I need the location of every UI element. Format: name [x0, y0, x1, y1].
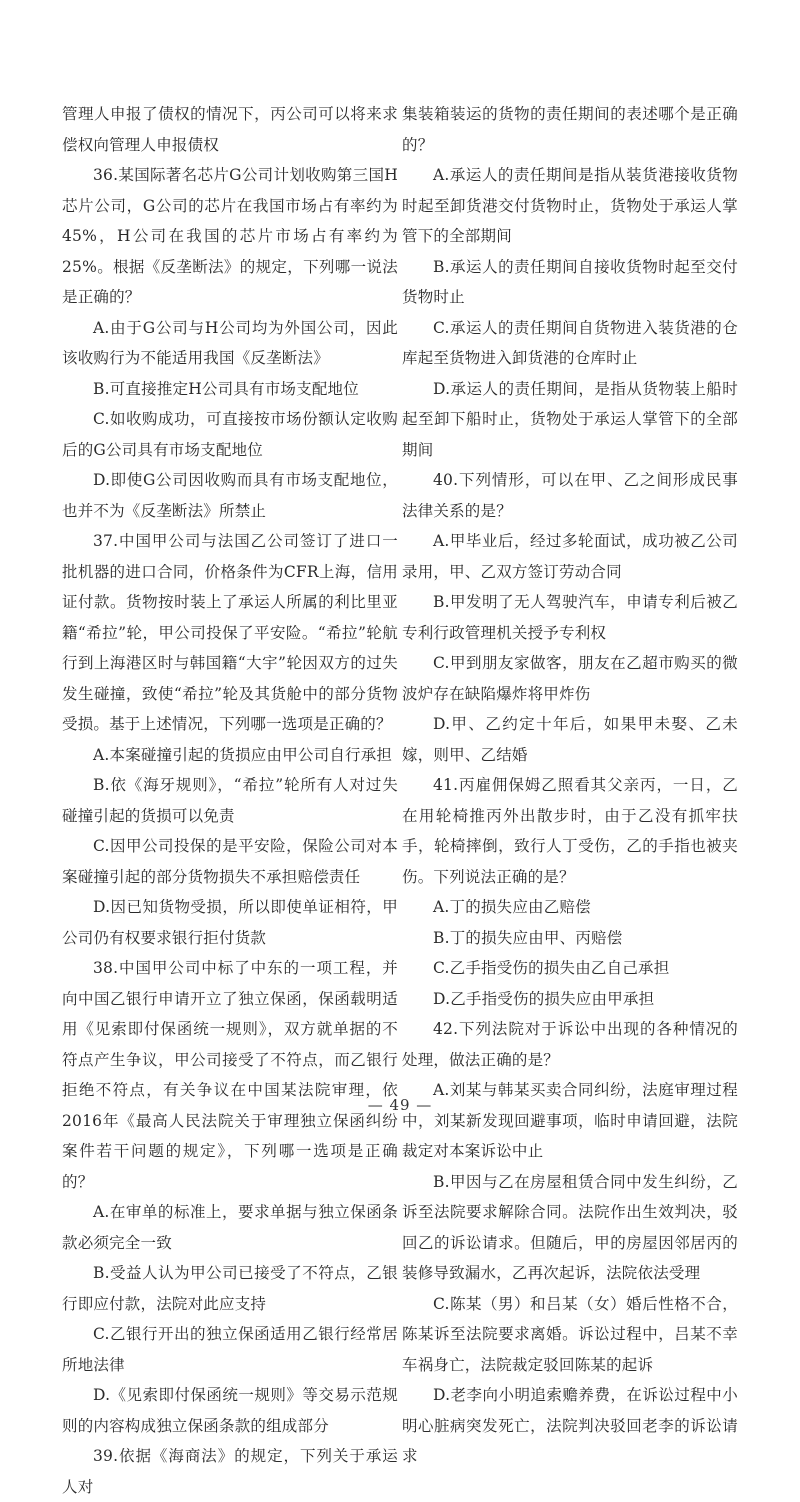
answer-option: D.承运人的责任期间，是指从货物装上船时起至卸下船时止，货物处于承运人掌管下的全部期间	[402, 379, 738, 459]
answer-option: B.受益人认为甲公司已接受了不符点，乙银行即应付款，法院对此应支持	[62, 1264, 398, 1313]
answer-option: A.刘某与韩某买卖合同纠纷，法庭审理过程中，刘某新发现回避事项，临时申请回避，法院裁定对本案诉讼中止	[402, 1081, 738, 1160]
answer-option: C.乙银行开出的独立保函适用乙银行经常居所地法律	[62, 1325, 398, 1374]
answer-option: D.即使G公司因收购而具有市场支配地位，也并不为《反垄断法》所禁止	[62, 471, 398, 520]
question-stem: 40.下列情形，可以在甲、乙之间形成民事法律关系的是？	[402, 471, 738, 520]
answer-option: B.依《海牙规则》，“希拉”轮所有人对过失碰撞引起的货损可以免责	[62, 776, 398, 825]
answer-option: A.本案碰撞引起的货损应由甲公司自行承担	[93, 745, 393, 764]
answer-option: A.丁的损失应由乙赔偿	[433, 898, 591, 916]
question-stem: 41.丙雇佣保姆乙照看其父亲丙，一日，乙在用轮椅推丙外出散步时，由于乙没有抓牢扶手，轮椅摔倒，致行人丁受伤，乙的手指也被夹伤。下列说法正确的是？	[402, 776, 738, 886]
answer-option: D.《见索即付保函统一规则》等交易示范规则的内容构成独立保函条款的组成部分	[62, 1386, 398, 1435]
answer-option: C.乙手指受伤的损失由乙自己承担	[433, 959, 670, 977]
answer-option: C.甲到朋友家做客，朋友在乙超市购买的微波炉存在缺陷爆炸将甲炸伤	[402, 654, 738, 703]
left-column	[62, 99, 398, 1502]
answer-option: B.甲因与乙在房屋租赁合同中发生纠纷，乙诉至法院要求解除合同。法院作出生效判决，驳回乙的诉讼请求。但随后，甲的房屋因邻居丙的装修导致漏水，乙再次起诉，法院依法受理	[402, 1172, 738, 1282]
question-stem: 42.下列法院对于诉讼中出现的各种情况的处理，做法正确的是？	[402, 1020, 738, 1069]
answer-option: A.承运人的责任期间是指从装货港接收货物时起至卸货港交付货物时止，货物处于承运人掌管下的全部期间	[402, 166, 738, 245]
answer-option: C.陈某（男）和吕某（女）婚后性格不合，陈某诉至法院要求离婚。诉讼过程中，吕某不幸车祸身亡，法院裁定驳回陈某的起诉	[402, 1294, 738, 1374]
continued-text: 集装箱装运的货物的责任期间的表述哪个是正确的？	[402, 105, 738, 154]
answer-option: D.因已知货物受损，所以即使单证相符，甲公司仍有权要求银行拒付货款	[62, 898, 398, 947]
question-stem: 38.中国甲公司中标了中东的一项工程，并向中国乙银行申请开立了独立保函，保函载明适用《见索即付保函统一规则》，双方就单据的不符点产生争议，甲公司接受了不符点，而乙银行拒绝不符点，有关争议在中国某法院审理，依2016年《最高人民法院关于审理独立保函纠纷案件若干问题的规定》，下列哪一选项是正确的？	[62, 959, 398, 1191]
answer-option: B.丁的损失应由甲、丙赔偿	[433, 928, 623, 947]
answer-option: C.因甲公司投保的是平安险，保险公司对本案碰撞引起的部分货物损失不承担赔偿责任	[62, 837, 398, 886]
right-column	[402, 99, 738, 1472]
question-stem: 36.某国际著名芯片G公司计划收购第三国H芯片公司，G公司的芯片在我国市场占有率约为45%，H公司在我国的芯片市场占有率约为25%。根据《反垄断法》的规定，下列哪一说法是正确的？	[62, 166, 398, 306]
answer-option: A.甲毕业后，经过多轮面试，成功被乙公司录用，甲、乙双方签订劳动合同	[402, 532, 738, 581]
answer-option: C.承运人的责任期间自货物进入装货港的仓库起至货物进入卸货港的仓库时止	[402, 318, 738, 367]
question-stem: 37.中国甲公司与法国乙公司签订了进口一批机器的进口合同，价格条件为CFR上海，信用证付款。货物按时装上了承运人所属的利比里亚籍“希拉”轮，甲公司投保了平安险。“希拉”轮航行到上海港区时与韩国籍“大宇”轮因双方的过失发生碰撞，致使“希拉”轮及其货舱中的部分货物受损。基于上述情况，下列哪一选项是正确的？	[62, 532, 398, 733]
answer-option: A.在审单的标准上，要求单据与独立保函条款必须完全一致	[62, 1203, 398, 1252]
answer-option: C.如收购成功，可直接按市场份额认定收购后的G公司具有市场支配地位	[62, 410, 398, 459]
continued-text: 管理人申报了债权的情况下，丙公司可以将来求偿权向管理人申报债权	[62, 105, 398, 154]
answer-option: D.老李向小明追索赡养费，在诉讼过程中小明心脏病突发死亡，法院判决驳回老李的诉讼请求	[402, 1386, 738, 1465]
page-number: — 49 —	[367, 1096, 433, 1114]
answer-option: B.可直接推定H公司具有市场支配地位	[93, 379, 359, 398]
answer-option: A.由于G公司与H公司均为外国公司，因此该收购行为不能适用我国《反垄断法》	[62, 318, 398, 367]
answer-option: D.乙手指受伤的损失应由甲承担	[433, 989, 655, 1008]
answer-option: D.甲、乙约定十年后，如果甲未娶、乙未嫁，则甲、乙结婚	[402, 715, 738, 764]
question-stem: 39.依据《海商法》的规定，下列关于承运人对	[62, 1447, 398, 1496]
answer-option: B.甲发明了无人驾驶汽车，申请专利后被乙专利行政管理机关授予专利权	[402, 593, 738, 642]
answer-option: B.承运人的责任期间自接收货物时起至交付货物时止	[402, 257, 738, 306]
